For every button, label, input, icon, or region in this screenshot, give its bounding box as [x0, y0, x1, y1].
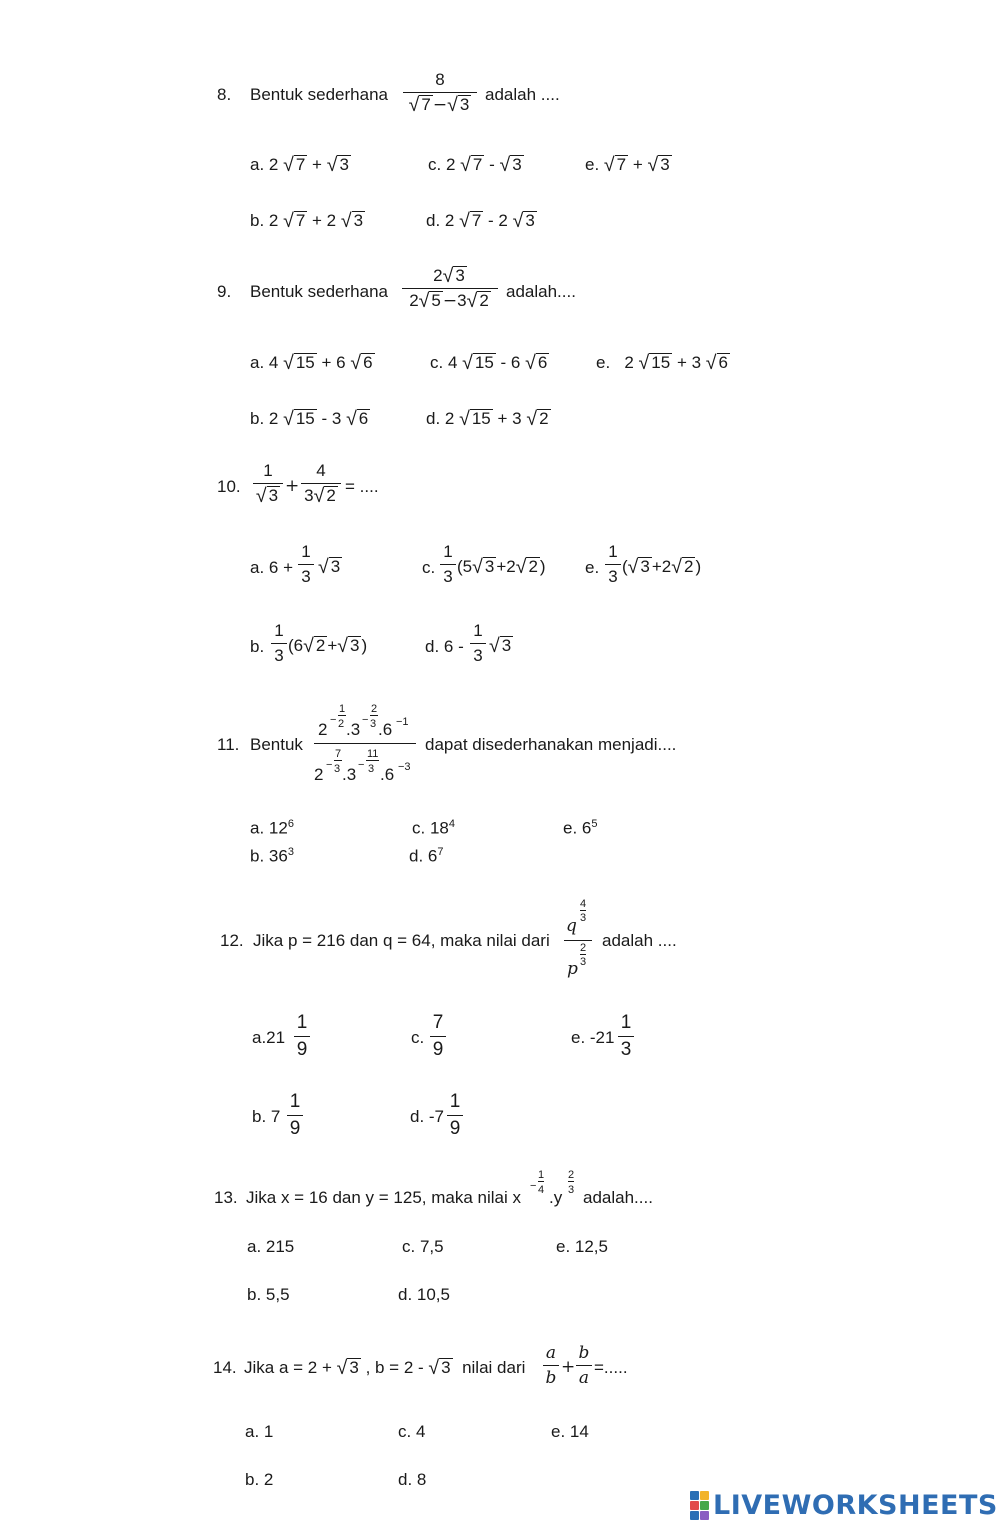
liveworksheets-logo-icon: [690, 1491, 709, 1520]
option-e[interactable]: e. $6^5$: [563, 818, 598, 838]
question-number: 9.: [217, 282, 232, 301]
logo-text: LIVEWORKSHEETS: [713, 1489, 998, 1521]
question-text: Bentuk sederhana: [250, 85, 388, 104]
exp-num: 2: [568, 1169, 575, 1181]
option-b[interactable]: b. 2 √ 15 - 3 √ 6: [250, 408, 369, 431]
exp-num: 1: [538, 1169, 545, 1181]
logo-square: [690, 1501, 699, 1510]
option-d-radical[interactable]: √ 3: [489, 635, 512, 658]
exp: −3: [398, 761, 411, 773]
logo-square: [700, 1491, 709, 1500]
option-c[interactable]: c. 2 √ 7 - √ 3: [428, 154, 522, 177]
option-e[interactable]: e. 12,5: [556, 1237, 608, 1256]
option-d[interactable]: d. 2 √ 15 + 3 √ 2: [426, 408, 549, 431]
exp-den: 3: [580, 956, 587, 968]
option-a[interactable]: a. $12^6$: [250, 818, 294, 838]
exp-minus: −: [326, 759, 333, 771]
question-text: Jika p = 216 dan q = 64, maka nilai dari: [253, 931, 550, 950]
option-a-radical[interactable]: √ 3: [318, 556, 341, 579]
exp-den: 3: [370, 718, 377, 730]
fraction: a b: [543, 1343, 559, 1388]
option-c-label[interactable]: c.: [411, 1028, 425, 1047]
denominator-base-2: 2: [314, 765, 324, 784]
question-text: Bentuk sederhana: [250, 282, 388, 301]
exp-num: 1: [339, 703, 346, 715]
exp-minus: −: [358, 759, 365, 771]
numerator-var: q: [566, 916, 577, 936]
option-e-label[interactable]: e.: [585, 558, 600, 577]
option-c-expression[interactable]: (5 √ 3 +2 √ 2 ): [457, 556, 546, 579]
option-e[interactable]: e. 2 √ 15 + 3 √ 6: [596, 352, 728, 375]
question-mid: .y: [549, 1188, 563, 1207]
denominator-base-3: .3: [342, 765, 357, 784]
option-a-label[interactable]: a. 6 +: [250, 558, 294, 577]
exp-den: 3: [568, 1184, 575, 1196]
fraction: b a: [576, 1343, 592, 1388]
option-d[interactable]: d. $6^7$: [409, 846, 444, 866]
option-b-fraction[interactable]: 1 3: [271, 621, 287, 666]
question-tail: dapat disederhanakan menjadi....: [425, 735, 677, 754]
option-a-fraction[interactable]: 1 3: [298, 542, 314, 587]
option-b-expression[interactable]: (6 √ 2 + √ 3 ): [288, 635, 368, 658]
question-number: 11.: [217, 735, 240, 754]
option-c-fraction[interactable]: 7 9: [430, 1012, 446, 1061]
option-c[interactable]: c. 4: [398, 1422, 426, 1441]
question-number: 14.: [213, 1358, 237, 1377]
option-c[interactable]: c. 4 √ 15 - 6 √ 6: [430, 352, 548, 375]
numerator-base-2: 2: [318, 720, 328, 739]
option-e[interactable]: e. √ 7 + √ 3: [585, 154, 670, 177]
option-e-label[interactable]: e. -21: [571, 1028, 615, 1047]
option-d[interactable]: d. 8: [398, 1470, 427, 1489]
question-tail: =.....: [594, 1358, 628, 1377]
exp-minus: −: [330, 714, 337, 726]
option-d-fraction[interactable]: 1 9: [447, 1091, 463, 1140]
question-text: Jika a = 2 + √ 3 , b = 2 - √ 3 nilai dari: [244, 1357, 526, 1380]
option-c-label[interactable]: c.: [422, 558, 436, 577]
option-d[interactable]: d. 10,5: [398, 1285, 450, 1304]
numerator-base-6: .6: [378, 720, 393, 739]
option-a[interactable]: a. 215: [247, 1237, 295, 1256]
option-b[interactable]: b. 5,5: [247, 1285, 290, 1304]
plus-sign: +: [285, 476, 300, 496]
exp-num: 7: [335, 748, 342, 760]
option-d[interactable]: d. 2 √ 7 - 2 √ 3: [426, 210, 535, 233]
option-a-fraction[interactable]: 1 9: [294, 1012, 310, 1061]
exp-den: 3: [368, 763, 375, 775]
fraction-bar: [314, 743, 416, 744]
option-b[interactable]: b. 2: [245, 1470, 274, 1489]
logo-square: [700, 1501, 709, 1510]
exp: −1: [396, 716, 409, 728]
logo-square: [690, 1511, 699, 1520]
option-c[interactable]: c. 7,5: [402, 1237, 444, 1256]
fraction: 4 3 √ 2: [301, 461, 341, 506]
option-e-fraction[interactable]: 1 3: [605, 542, 621, 587]
exp-den: 2: [338, 718, 345, 730]
option-e-fraction[interactable]: 1 3: [618, 1012, 634, 1061]
question-number: 8.: [217, 85, 232, 104]
question-tail: adalah....: [583, 1188, 653, 1207]
option-b-label[interactable]: b. 7: [252, 1107, 281, 1126]
option-a-label[interactable]: a.21: [252, 1028, 286, 1047]
option-d-fraction[interactable]: 1 3: [470, 621, 486, 666]
exp-minus: −: [362, 714, 369, 726]
question-number: 10.: [217, 477, 241, 496]
option-a[interactable]: a. 1: [245, 1422, 274, 1441]
logo-square: [690, 1491, 699, 1500]
exp-minus: −: [530, 1180, 537, 1192]
question-tail: = ....: [345, 477, 379, 496]
denominator-base-6: .6: [380, 765, 395, 784]
fraction: 8 √ 7 − √ 3: [403, 70, 477, 115]
exp-num: 2: [580, 942, 587, 954]
question-number: 12.: [220, 931, 244, 950]
option-d-label[interactable]: d. 6 -: [425, 637, 464, 656]
question-tail: adalah....: [506, 282, 576, 301]
option-c[interactable]: c. $18^4$: [412, 818, 455, 838]
option-e-expression[interactable]: ( √ 3 +2 √ 2 ): [622, 556, 702, 579]
exp-num: 2: [371, 703, 378, 715]
option-b-label[interactable]: b.: [250, 637, 265, 656]
option-b[interactable]: b. $36^3$: [250, 846, 294, 866]
question-tail: adalah ....: [485, 85, 560, 104]
option-b[interactable]: b. 2 √ 7 + 2 √ 3: [250, 210, 364, 233]
option-a[interactable]: a. 2 √ 7 + √ 3: [250, 154, 349, 177]
exp-num: 11: [367, 748, 379, 760]
fraction-bar: [564, 940, 592, 941]
option-d-label[interactable]: d. -7: [410, 1107, 445, 1126]
question-text: Bentuk: [250, 735, 303, 754]
logo-square: [700, 1511, 709, 1520]
question-text: Jika x = 16 dan y = 125, maka nilai x: [246, 1188, 521, 1207]
plus-sign: +: [561, 1357, 576, 1377]
option-b-fraction[interactable]: 1 9: [287, 1091, 303, 1140]
option-a[interactable]: a. 4 √ 15 + 6 √ 6: [250, 352, 373, 375]
exp-num: 4: [580, 898, 587, 910]
fraction: 1 √ 3: [253, 461, 283, 506]
denominator-var: p: [567, 959, 578, 979]
option-c-fraction[interactable]: 1 3: [440, 542, 456, 587]
numerator-base-3: .3: [346, 720, 361, 739]
exp-den: 4: [538, 1184, 545, 1196]
fraction: 2 √ 3 2 √ 5 −3 √ 2: [402, 266, 498, 311]
question-tail: adalah ....: [602, 931, 677, 950]
exp-den: 3: [580, 912, 587, 924]
liveworksheets-logo[interactable]: [690, 1488, 998, 1522]
option-e[interactable]: e. 14: [551, 1422, 589, 1441]
question-number: 13.: [214, 1188, 238, 1207]
exp-den: 3: [334, 763, 341, 775]
